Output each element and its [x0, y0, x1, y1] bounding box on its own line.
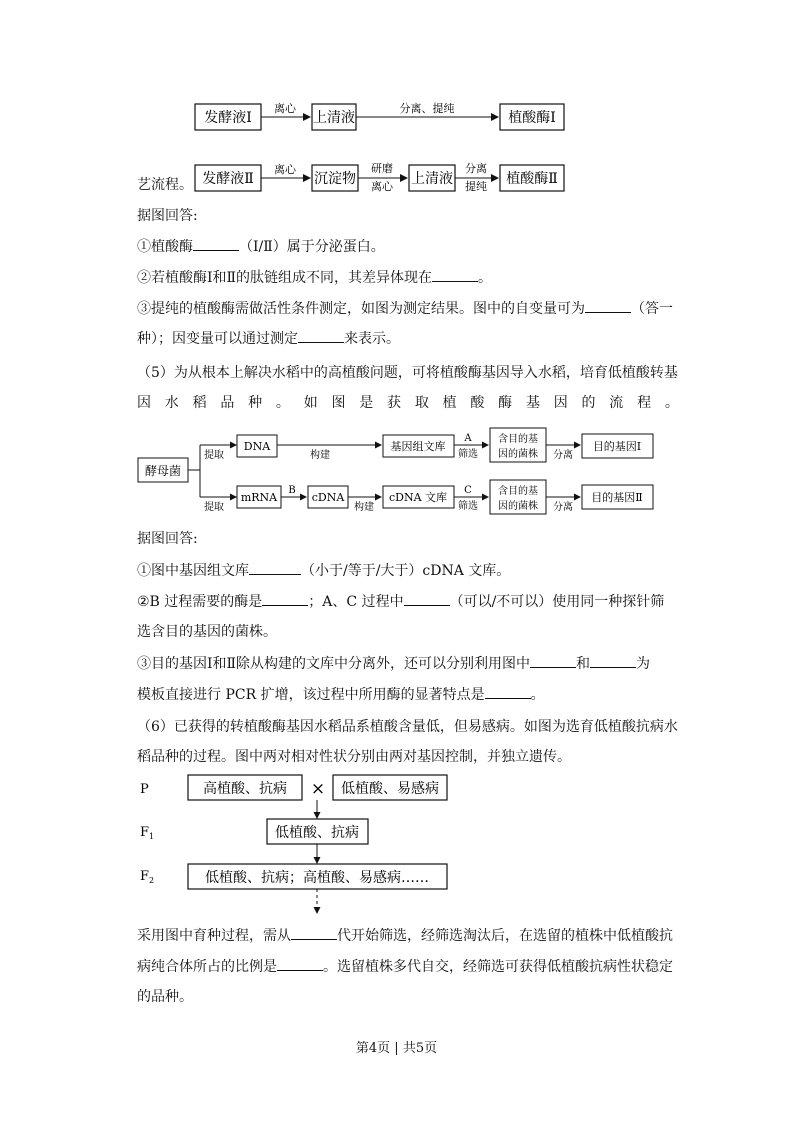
flow2-arrow-centrifuge-2: 离心 [371, 180, 393, 193]
separate-label-2: 分离 [553, 502, 573, 513]
q6-item-1-cont: 病纯合体所占的比例是 。选留植株多代自交，经筛选可获得低植酸抗病性状稳定 [137, 956, 673, 977]
answer-blank[interactable] [585, 298, 631, 313]
flow2-arrow-separate: 分离 [465, 162, 487, 175]
answer-blank[interactable] [298, 328, 344, 343]
q5-line-2-char: 图 [331, 395, 346, 411]
flow2-arrow-grind: 研磨 [371, 162, 393, 175]
q4-item-2: ②若植酸酶Ⅰ和Ⅱ的肽链组成不同，其差异体现在 。 [137, 267, 492, 288]
colony-label-1a: 含目的基 [498, 434, 538, 445]
answer-blank[interactable] [530, 653, 576, 668]
generation-F1-label: $F_1$ [140, 825, 155, 841]
process-prefix: 艺流程。 [137, 177, 193, 193]
answer-blank[interactable] [249, 560, 301, 575]
enzyme-flow-diagram-1 [0, 95, 793, 140]
q6-line-1: （6）已获得的转植酸酶基因水稻品系植酸含量低，但易感病。如图为选育低植酸抗病水 [137, 719, 678, 735]
answer-blank[interactable] [590, 653, 636, 668]
q5-line-2-char: 的 [581, 395, 596, 411]
flow2-box-supernatant-label: 上清液 [411, 171, 453, 187]
q5-line-2-char: 酶 [498, 395, 513, 411]
generation-P-label: P [140, 782, 149, 797]
q5-line-2-char: 获 [387, 395, 402, 411]
answer-blank[interactable] [193, 236, 239, 251]
f2-label: 低植酸、抗病；高植酸、易感病…… [205, 870, 429, 886]
flow2-box-precipitate-label: 沉淀物 [314, 171, 356, 187]
flow1-arrow-centrifuge: 离心 [274, 102, 296, 115]
process-C-label: C [464, 485, 472, 496]
colony-label-1b: 因的菌株 [498, 449, 538, 460]
q5-line-2-char: 种 [248, 395, 263, 411]
genomic-library-label: 基因组文库 [390, 440, 446, 453]
flow2-arrow-centrifuge: 离心 [274, 163, 296, 176]
build-label-1: 构建 [310, 450, 330, 461]
extract-label-2: 提取 [204, 502, 224, 513]
breeding-diagram [0, 770, 793, 920]
cdna-library-label: cDNA 文库 [388, 491, 448, 504]
q5-line-2-char: 如 [303, 395, 318, 411]
separate-label-1: 分离 [553, 450, 573, 461]
q4-item-3-cont: 种）；因变量可以通过测定 来表示。 [137, 328, 400, 349]
answer-blank[interactable] [291, 925, 337, 940]
q5-line-2-char: 因 [137, 395, 151, 411]
cross-symbol: × [310, 779, 326, 799]
yeast-label: 酵母菌 [144, 464, 182, 478]
f1-label: 低植酸、抗病 [275, 825, 359, 841]
flow2-arrow-purify: 提纯 [465, 180, 487, 193]
dna-label: DNA [243, 440, 271, 453]
q5-line-2-char: 程 [637, 395, 652, 411]
q5-item-2: ②B 过程需要的酶是 ；A、C 过程中 （可以/不可以）使用同一种探针筛 [137, 591, 664, 612]
target-gene-1-label: 目的基因Ⅰ [592, 440, 642, 453]
q5-line-2-char: 水 [164, 395, 179, 411]
cdna-label: cDNA [311, 491, 345, 504]
screen-label-1: 筛选 [458, 449, 478, 460]
gene-acquisition-diagram [0, 425, 793, 525]
q5-line-2-char: 酸 [470, 395, 485, 411]
q5-line-2-char: 。 [275, 395, 290, 411]
answer-blank[interactable] [404, 591, 450, 606]
flow2-box-fermentation-2-label: 发酵液Ⅱ [202, 171, 254, 187]
q5-line-2 [137, 393, 679, 413]
parent-right-label: 低植酸、易感病 [341, 781, 439, 797]
flow1-box-supernatant-label: 上清液 [313, 110, 355, 126]
q5-item-1: ①图中基因组文库 （小于/等于/大于）cDNA 文库。 [137, 560, 510, 581]
flow1-box-fermentation-1-label: 发酵液Ⅰ [204, 110, 252, 126]
page-footer: 第4页 | 共5页 [355, 1041, 438, 1056]
q5-line-2-char: 流 [609, 395, 624, 411]
q5-item-3: ③目的基因Ⅰ和Ⅱ除从构建的文库中分离外，还可以分别利用图中 和 为 [137, 653, 650, 674]
answer-blank[interactable] [485, 684, 531, 699]
screen-label-2: 筛选 [458, 501, 478, 512]
q5-intro: 据图回答: [137, 531, 198, 547]
target-gene-2-label: 目的基因Ⅱ [591, 491, 643, 504]
q5-item-2-cont: 选含目的基因的菌株。 [137, 624, 277, 640]
answer-blank[interactable] [277, 956, 323, 971]
parent-left-label: 高植酸、抗病 [203, 781, 287, 797]
q5-line-2-char: 是 [359, 395, 374, 411]
extract-label-1: 提取 [204, 450, 224, 461]
flow1-arrow-separate-purify: 分离、提纯 [399, 102, 455, 115]
process-A-label: A [464, 433, 472, 444]
flow2-box-phytase-2-label: 植酸酶Ⅱ [506, 171, 558, 187]
q5-line-2-char: 稻 [192, 395, 207, 411]
q5-line-2-char: 取 [414, 395, 429, 411]
q5-line-2-char: 基 [525, 395, 540, 411]
q5-item-3-cont: 模板直接进行 PCR 扩增，该过程中所用酶的显著特点是 。 [137, 684, 545, 705]
generation-F2-label: $F_2$ [140, 869, 155, 885]
q6-item-1-end: 的品种。 [137, 989, 193, 1005]
colony-label-2b: 因的菌株 [498, 501, 538, 512]
q4-item-1: ①植酸酶 （Ⅰ/Ⅱ）属于分泌蛋白。 [137, 236, 385, 257]
mrna-label: mRNA [240, 491, 278, 504]
q5-line-1: （5）为从根本上解决水稻中的高植酸问题，可将植酸酶基因导入水稻，培育低植酸转基 [137, 365, 678, 381]
enzyme-flow-diagram-2 [0, 158, 793, 198]
q5-line-2-char: 因 [553, 395, 568, 411]
flow1-box-phytase-1-label: 植酸酶Ⅰ [508, 110, 556, 126]
q4-item-3: ③提纯的植酸酶需做活性条件测定，如图为测定结果。图中的自变量可为 （答一 [137, 298, 673, 319]
answer-blank[interactable] [432, 267, 478, 282]
build-label-2: 构建 [354, 502, 374, 513]
answer-blank[interactable] [262, 591, 308, 606]
q4-intro: 据图回答: [137, 208, 198, 224]
q5-line-2-char: 品 [220, 395, 235, 411]
q5-line-2-char: 。 [664, 395, 679, 411]
colony-label-2a: 含目的基 [498, 486, 538, 497]
q6-item-1: 采用图中育种过程，需从 代开始筛选，经筛选淘汰后，在选留的植株中低植酸抗 [137, 925, 673, 946]
process-B-label: B [288, 485, 296, 496]
q6-line-2: 稻品种的过程。图中两对相对性状分别由两对基因控制，并独立遗传。 [137, 749, 571, 765]
q5-line-2-char: 植 [442, 395, 457, 411]
